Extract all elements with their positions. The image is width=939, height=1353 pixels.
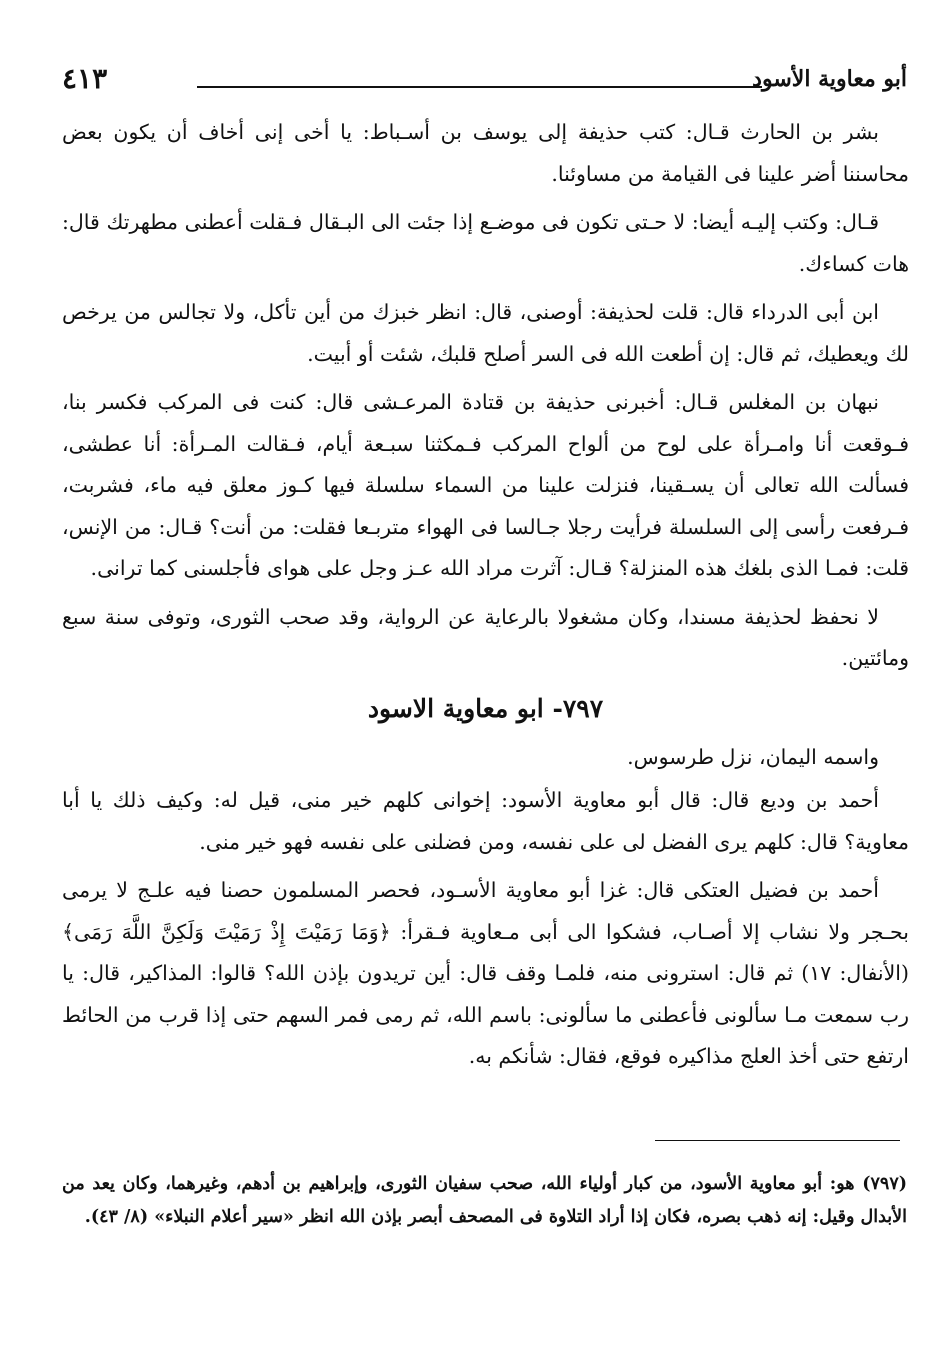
footnote: (٧٩٧) هو: أبو معاوية الأسود، من كبار أولياء الله، صحب سفيان الثورى، وإبراهيم بن أدهم، وغيرهما، وكان يعد من الأبدال وقيل: إنه ذهب بصره، فكان إذا أراد التلاوة فى المصحف أبصر بإذن الله انظر «سير أعلام النبلاء» (٨/ ٤٣). <box>62 1173 907 1227</box>
section-number: ٧٩٧- <box>552 693 604 723</box>
section-heading <box>62 687 909 731</box>
section-title: ابو معاوية الاسود <box>367 693 544 723</box>
paragraph: بشر بن الحارث قـال: كتب حذيفة إلى يوسف بن أسـباط: يا أخى إنى أخاف أن يكون بعض محاسننا أضر علينا فى القيامة من مساوئنا. <box>62 120 909 186</box>
paragraph: ابن أبى الدرداء قال: قلت لحذيفة: أوصنى، قال: انظر خبزك من أين تأكل، ولا تجالس من يرخص لك ويعطيك، ثم قال: إن أطعت الله فى السر أصلح قلبك، شئت أو أبيت. <box>62 300 909 366</box>
page-body <box>62 112 909 1085</box>
paragraph: أحمد بن فضيل العتكى قال: غزا أبو معاوية الأسـود، فحصر المسلمون حصنا فيه علـج لا يرمى بحـجر ولا نشاب إلا أصـاب، فشكوا الى أبى مـعاوية فـقرأ: ﴿وَمَا رَمَيْتَ إِذْ رَمَيْتَ وَلَكِنَّ اللَّهَ رَمَى﴾ (الأنفال: ١٧) ثم قال: استرونى منه، فلمـا وقف قال: أين تريدون بإذن الله؟ قالوا: المذاكير، قال: يا رب سمعت مـا سألونى فأعطنى ما سألونى: باسم الله، ثم رمى فمر السهم حتى إذا قرب من الحائط ارتفع حتى أخذ العلج مذاكيره فوقع، فقال: شأنكم به. <box>62 878 909 1068</box>
paragraph: واسمه اليمان، نزل طرسوس. <box>627 744 879 769</box>
paragraph: لا نحفظ لحذيفة مسندا، وكان مشغولا بالرعاية عن الرواية، وقد صحب الثورى، وتوفى سنة سبع ومائتين. <box>62 604 909 670</box>
footnote-rule <box>655 1140 900 1141</box>
page-number: ٤١٣ <box>62 62 108 95</box>
paragraph: أحمد بن وديع قال: قال أبو معاوية الأسود: إخوانى كلهم خير منى، قيل له: وكيف ذلك يا أبا معاوية؟ قال: كلهم يرى الفضل لى على نفسه، ومن فضلنى على نفسه فهو خير منى. <box>62 788 909 854</box>
page-header <box>62 62 907 102</box>
header-rule <box>197 86 762 88</box>
running-title: أبو معاوية الأسود <box>752 66 907 92</box>
paragraph: قـال: وكتب إليـه أيضا: لا حـتى تكون فى موضـع إذا جئت الى البـقال فـقلت أعطنى مطهرتك قال: هات كساءك. <box>62 210 909 276</box>
paragraph: نبهان بن المغلس قـال: أخبرنى حذيفة بن قتادة المرعـشى قال: كنت فى المركب فكسر بنا، فـوقعت أنا وامـرأة على لوح من ألواح المركب فـمكثنا سبـعة أيام، فـقالت المـرأة: أنا عطشى، فسألت الله تعالى أن يسـقينا، فنزلت علينا من السماء سلسلة فيها كـوز معلق فيه ماء، فشربت، فـرفعت رأسى إلى السلسلة فرأيت رجلا جـالسا فى الهواء متربـعا فقلت: من أنت؟ قـال: من الإنس، قلت: فمـا الذى بلغك هذه المنزلة؟ قـال: آثرت مراد الله عـز وجل على هواى فأجلسنى كما ترانى. <box>62 390 909 580</box>
